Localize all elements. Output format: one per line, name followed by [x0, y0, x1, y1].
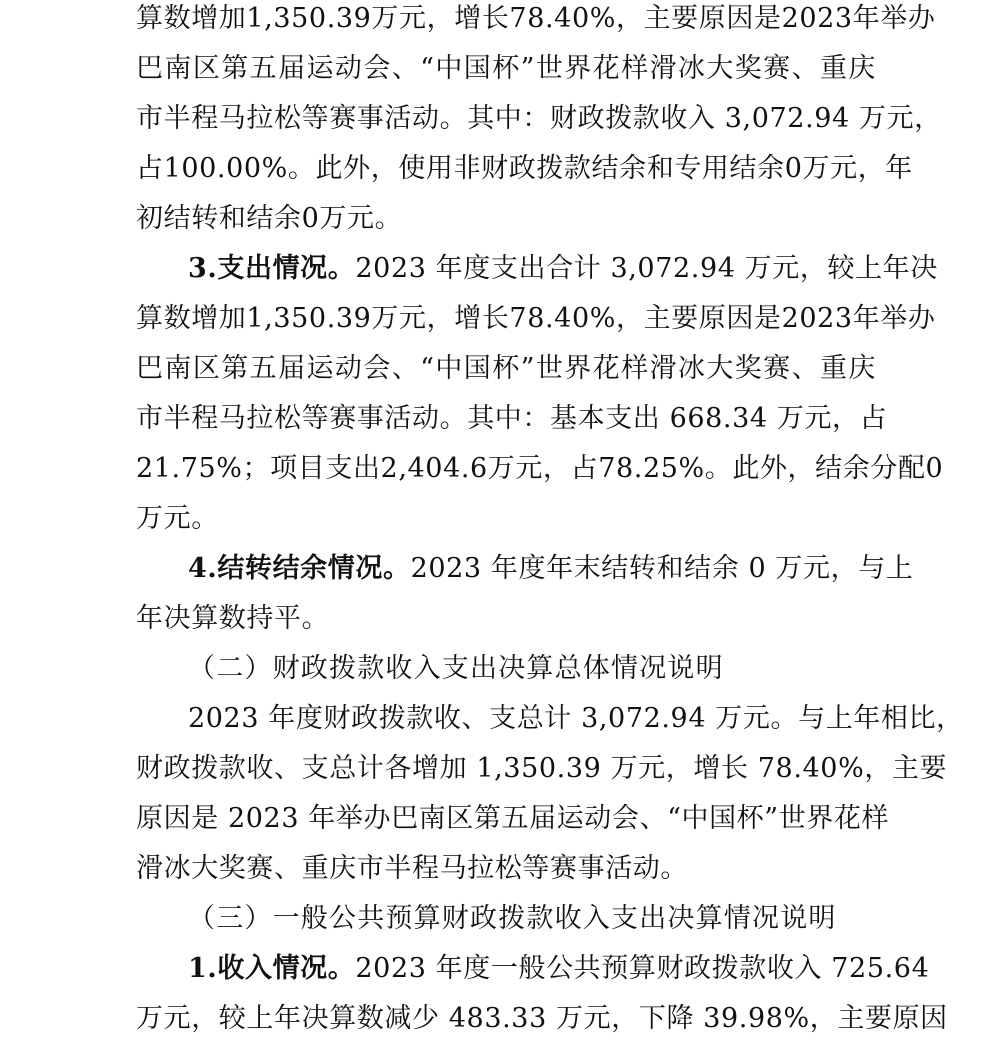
heading-text: 1.收入情况。	[188, 953, 356, 984]
paragraph-line: 初结转和结余0万元。	[136, 203, 403, 234]
paragraph-line: 市半程马拉松等赛事活动。其中：基本支出 668.34 万元，占	[136, 403, 888, 434]
paragraph-line: 万元。	[136, 503, 219, 534]
paragraph-line: 算数增加1,350.39万元，增长78.40%，主要原因是2023年举办	[136, 303, 936, 334]
paragraph-line: 算数增加1,350.39万元，增长78.40%，主要原因是2023年举办	[136, 3, 936, 34]
heading-text: 4.结转结余情况。	[188, 553, 411, 584]
heading-text: 3.支出情况。	[188, 253, 356, 284]
paragraph-line: 滑冰大奖赛、重庆市半程马拉松等赛事活动。	[136, 853, 688, 884]
heading-body-text: 2023 年度年末结转和结余 0 万元，与上	[410, 553, 914, 584]
heading-body-text: 2023 年度一般公共预算财政拨款收入 725.64	[355, 953, 930, 984]
paragraph-line: 2023 年度财政拨款收、支总计 3,072.94 万元。与上年相比，	[188, 703, 964, 734]
section-heading-carryover	[188, 550, 914, 588]
paragraph-line: 巴南区第五届运动会、“中国杯”世界花样滑冰大奖赛、重庆	[136, 53, 876, 84]
paragraph-line: 财政拨款收、支总计各增加 1,350.39 万元，增长 78.40%，主要	[136, 753, 948, 784]
paragraph-line: 占100.00%。此外，使用非财政拨款结余和专用结余0万元，年	[136, 153, 913, 184]
paragraph-line: 年决算数持平。	[136, 603, 330, 634]
paragraph-line: 原因是 2023 年举办巴南区第五届运动会、“中国杯”世界花样	[136, 803, 890, 834]
paragraph-line: 21.75%；项目支出2,404.6万元，占78.25%。此外，结余分配0	[136, 453, 944, 484]
subsection-heading-fiscal-overall: （二）财政拨款收入支出决算总体情况说明	[188, 653, 724, 684]
paragraph-line: 巴南区第五届运动会、“中国杯”世界花样滑冰大奖赛、重庆	[136, 353, 876, 384]
subsection-heading-general-budget: （三）一般公共预算财政拨款收入支出决算情况说明	[188, 903, 837, 934]
paragraph-line: 万元，较上年决算数减少 483.33 万元，下降 39.98%，主要原因	[136, 1003, 948, 1034]
section-heading-income	[188, 950, 930, 988]
heading-body-text: 2023 年度支出合计 3,072.94 万元，较上年决	[355, 253, 938, 284]
section-heading-expenditure	[188, 250, 938, 288]
paragraph-line: 市半程马拉松等赛事活动。其中：财政拨款收入 3,072.94 万元，	[136, 103, 942, 134]
